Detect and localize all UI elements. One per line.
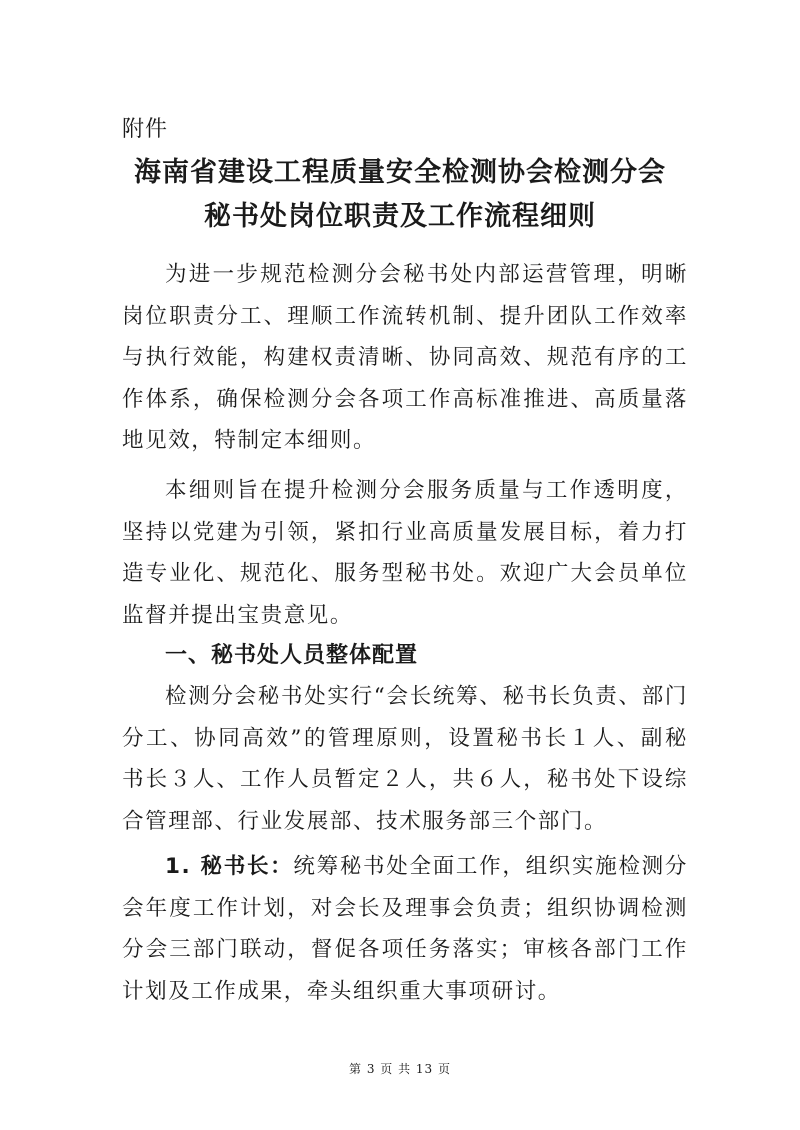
- purpose-paragraph: 本细则旨在提升检测分会服务质量与工作透明度，坚持以党建为引领，紧扣行业高质量发展目标，着力打造专业化、规范化、服务型秘书处。欢迎广大会员单位监督并提出宝贵意见。: [122, 478, 688, 628]
- document-title-line-1: 海南省建设工程质量安全检测协会检测分会: [134, 157, 666, 188]
- item-text: 统筹秘书处全面工作，组织实施检测分会年度工作计划，对会长及理事会负责；组织协调检测分会三部门联动，督促各项任务落实；审核各部门工作计划及工作成果，牵头组织重大事项研讨。: [122, 854, 688, 1004]
- staffing-paragraph: 检测分会秘书处实行“会长统筹、秘书长负责、部门分工、协同高效”的管理原则，设置秘书长１人、副秘书长３人、工作人员暂定２人，共６人，秘书处下设综合管理部、行业发展部、技术服务部三个部门。: [122, 684, 688, 834]
- document-title-line-2: 秘书处岗位职责及工作流程细则: [204, 201, 596, 232]
- attachment-label: 附件: [122, 117, 169, 142]
- page-number-footer: 第 3 页 共 13 页: [349, 1062, 451, 1076]
- secretary-general-item: [122, 846, 688, 1012]
- item-lead: 1. 秘书长：: [165, 854, 294, 879]
- section-heading: 一、秘书处人员整体配置: [165, 643, 419, 668]
- intro-paragraph: 为进一步规范检测分会秘书处内部运营管理，明晰岗位职责分工、理顺工作流转机制、提升团队工作效率与执行效能，构建权责清晰、协同高效、规范有序的工作体系，确保检测分会各项工作高标准推进、高质量落地见效，特制定本细则。: [122, 262, 688, 453]
